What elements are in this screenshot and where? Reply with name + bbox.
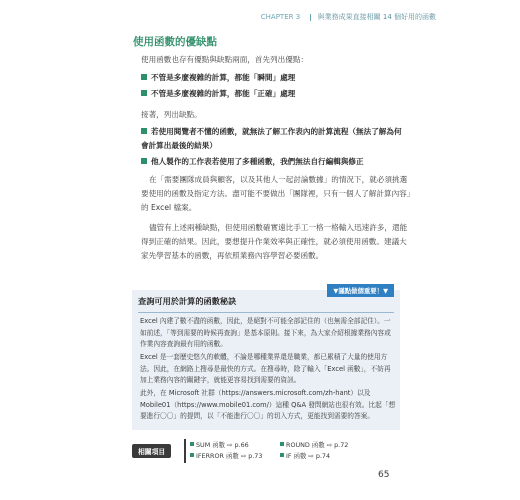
paragraph-1: 在「需要團隊成員與顧客，以及其他人一起討論數據」的情況下，就必須挑選要使用的函數及指定方法。盡可能不要做出「團隊裡，只有一個人了解計算內容」的 Excel 檔案。	[141, 175, 411, 212]
related-item-name: ROUND 函數	[286, 441, 325, 449]
page-number: 65	[378, 470, 390, 480]
related-item-name: IFERROR 函數	[196, 452, 239, 460]
disadvantage-item	[141, 125, 406, 153]
related-item	[280, 451, 330, 460]
related-item-name: SUM 函數	[196, 441, 226, 449]
disadvantage-item	[141, 155, 406, 169]
running-header	[261, 12, 436, 22]
important-tag: ▼謹點做個重要！▼	[327, 284, 394, 297]
arrow-icon: ⇨	[326, 441, 333, 449]
related-item	[190, 451, 262, 460]
related-item-name: IF 函數	[286, 452, 307, 460]
green-bullet-icon	[190, 442, 194, 446]
disadvantage-text: 若使用閱覽者不懂的函數，就無法了解工作表內的計算流程（無法了解為何會計算出最後的結果）	[141, 127, 402, 150]
tip-box-title: 查詢可用於計算的函數秘訣	[138, 296, 237, 306]
related-divider	[184, 439, 186, 463]
green-bullet-icon	[280, 442, 284, 446]
advantage-text: 不管是多麼複雜的計算，都能「正確」處理	[151, 89, 296, 98]
advantage-item	[141, 71, 295, 85]
disadvantage-text: 他人製作的工作表若使用了多種函數，我們無法自行編輯與修正	[151, 157, 364, 166]
green-bullet-icon	[190, 453, 194, 457]
advantage-item	[141, 87, 295, 101]
tip-paragraph: Excel 是一套歷史悠久的軟體，不論是哪種業界還是職業，都已累積了大量的使用方法。因此，在網路上搜尋是最快的方式。在搜尋時，除了輸入「Excel 函數」，不妨再加上業務內容的關鍵字，就能更容易找到需要的資訊。	[140, 353, 391, 384]
related-label: 相關項目	[132, 444, 171, 458]
advantage-text: 不管是多麼複雜的計算，都能「瞬間」處理	[151, 73, 296, 82]
arrow-icon: ⇨	[240, 452, 247, 460]
chapter-title: 與業務成果直接相關 14 個好用的函數	[317, 13, 436, 21]
chapter-label: CHAPTER 3	[260, 13, 301, 21]
related-item-page: p.74	[315, 452, 331, 460]
intro-text: 使用函數也存有優點與缺點兩面，首先列出優點：	[141, 55, 309, 64]
green-bullet-icon	[141, 128, 147, 134]
tip-box-divider	[138, 312, 394, 313]
green-bullet-icon	[141, 158, 147, 164]
next-text: 接著，列出缺點。	[141, 110, 202, 119]
header-divider	[310, 14, 311, 21]
related-item	[190, 440, 249, 449]
tip-box	[132, 287, 400, 430]
tip-paragraph: Excel 內建了數不盡的函數，因此，是絕對不可能全部記住的（也無需全部記住）。一如前述，「等到需要的時候再查詢」是基本原則。接下來，為大家介紹根據業務內容或作業內容查詢最有用的函數。	[140, 317, 391, 348]
green-bullet-icon	[141, 74, 147, 80]
related-item-page: p.73	[248, 452, 263, 460]
tip-paragraph: 此外，在 Microsoft 社群（https://answers.microsoft.com/zh-hant）以及 Mobile01（https://www.mobile01.com/）這種 Q&A 發問網站也很有效。比起「想要進行〇〇」的提問，以「不能進行〇〇」的切入方式，更能找到需要的答案。	[140, 389, 396, 420]
green-bullet-icon	[280, 453, 284, 457]
related-item-page: p.66	[234, 441, 249, 449]
green-bullet-icon	[141, 90, 147, 96]
related-item	[280, 440, 348, 449]
section-title: 使用函數的優缺點	[133, 36, 217, 48]
related-item-page: p.72	[334, 441, 349, 449]
paragraph-2: 儘管有上述兩種缺點，但使用函數確實遠比手工一格一格輸入迅速許多，還能得到正確的結果。因此，要想提升作業效率與正確性，就必須使用函數。建議大家先學習基本的函數，再依照業務內容學習必要函數。	[141, 223, 408, 260]
arrow-icon: ⇨	[227, 441, 233, 449]
arrow-icon: ⇨	[308, 452, 314, 460]
